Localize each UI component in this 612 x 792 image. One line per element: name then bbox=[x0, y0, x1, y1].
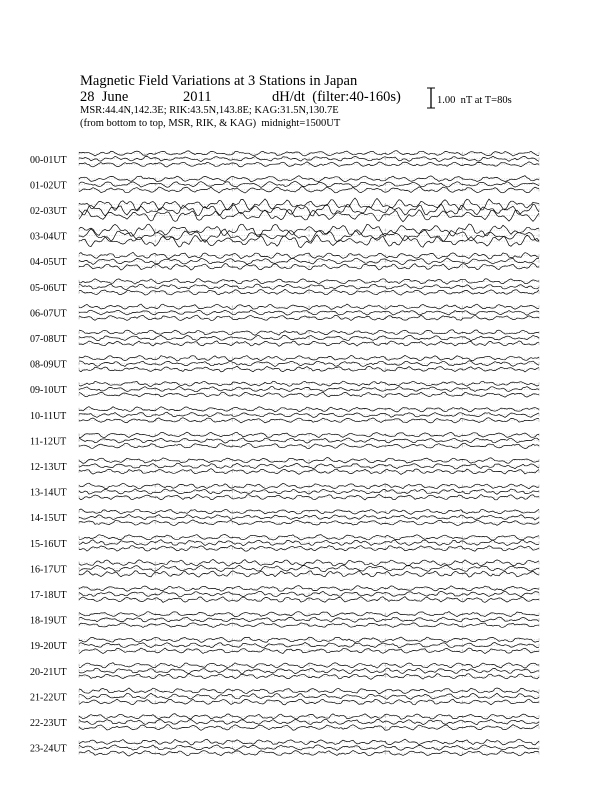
chart-title: Magnetic Field Variations at 3 Stations in Japan bbox=[80, 73, 358, 89]
trace-rik bbox=[79, 310, 539, 315]
row-label: 00-01UT bbox=[30, 154, 67, 166]
row-label: 21-22UT bbox=[30, 692, 67, 704]
row-label: 06-07UT bbox=[30, 308, 67, 320]
grid-layer bbox=[79, 152, 539, 755]
order-note: (from bottom to top, MSR, RIK, & KAG) midnight=1500UT bbox=[80, 118, 341, 129]
row-label: 17-18UT bbox=[30, 590, 67, 601]
trace-rik bbox=[79, 514, 539, 520]
trace-msr bbox=[79, 494, 539, 500]
trace-rik bbox=[79, 181, 539, 187]
quantity-label: dH/dt (filter:40-160s) bbox=[272, 89, 401, 105]
row-label: 03-04UT bbox=[30, 231, 67, 243]
row-label: 16-17UT bbox=[30, 564, 67, 576]
row-label: 20-21UT bbox=[30, 666, 67, 678]
scale-label: 1.00 nT at T=80s bbox=[437, 95, 512, 106]
row-label: 11-12UT bbox=[30, 436, 67, 448]
row-label: 18-19UT bbox=[30, 615, 67, 627]
row-label: 04-05UT bbox=[30, 257, 67, 269]
row-label: 02-03UT bbox=[30, 206, 67, 217]
trace-rik bbox=[79, 412, 539, 417]
date-year: 2011 bbox=[183, 89, 212, 105]
row-label: 07-08UT bbox=[30, 334, 67, 345]
stations-label: MSR:44.4N,142.3E; RIK:43.5N,143.8E; KAG:31.5N,130.7E bbox=[80, 105, 339, 116]
row-label: 22-23UT bbox=[30, 718, 67, 729]
row-label: 15-16UT bbox=[30, 538, 67, 550]
row-label: 08-09UT bbox=[30, 359, 67, 371]
date-day: 28 June bbox=[80, 89, 129, 105]
trace-msr bbox=[79, 520, 539, 526]
trace-kag bbox=[79, 279, 539, 285]
trace-kag bbox=[79, 535, 539, 541]
row-label: 19-20UT bbox=[30, 641, 67, 653]
trace-msr bbox=[79, 418, 539, 423]
row-label: 01-02UT bbox=[30, 180, 67, 192]
row-label: 10-11UT bbox=[30, 410, 67, 422]
row-label-layer bbox=[30, 155, 67, 755]
row-label: 12-13UT bbox=[30, 462, 67, 473]
row-label: 14-15UT bbox=[30, 513, 67, 525]
row-label: 23-24UT bbox=[30, 743, 67, 755]
row-label: 13-14UT bbox=[30, 487, 67, 499]
row-label: 09-10UT bbox=[30, 385, 67, 397]
trace-rik bbox=[79, 284, 539, 290]
row-label: 05-06UT bbox=[30, 282, 67, 294]
trace-kag bbox=[79, 559, 539, 566]
trace-rik bbox=[79, 745, 539, 751]
